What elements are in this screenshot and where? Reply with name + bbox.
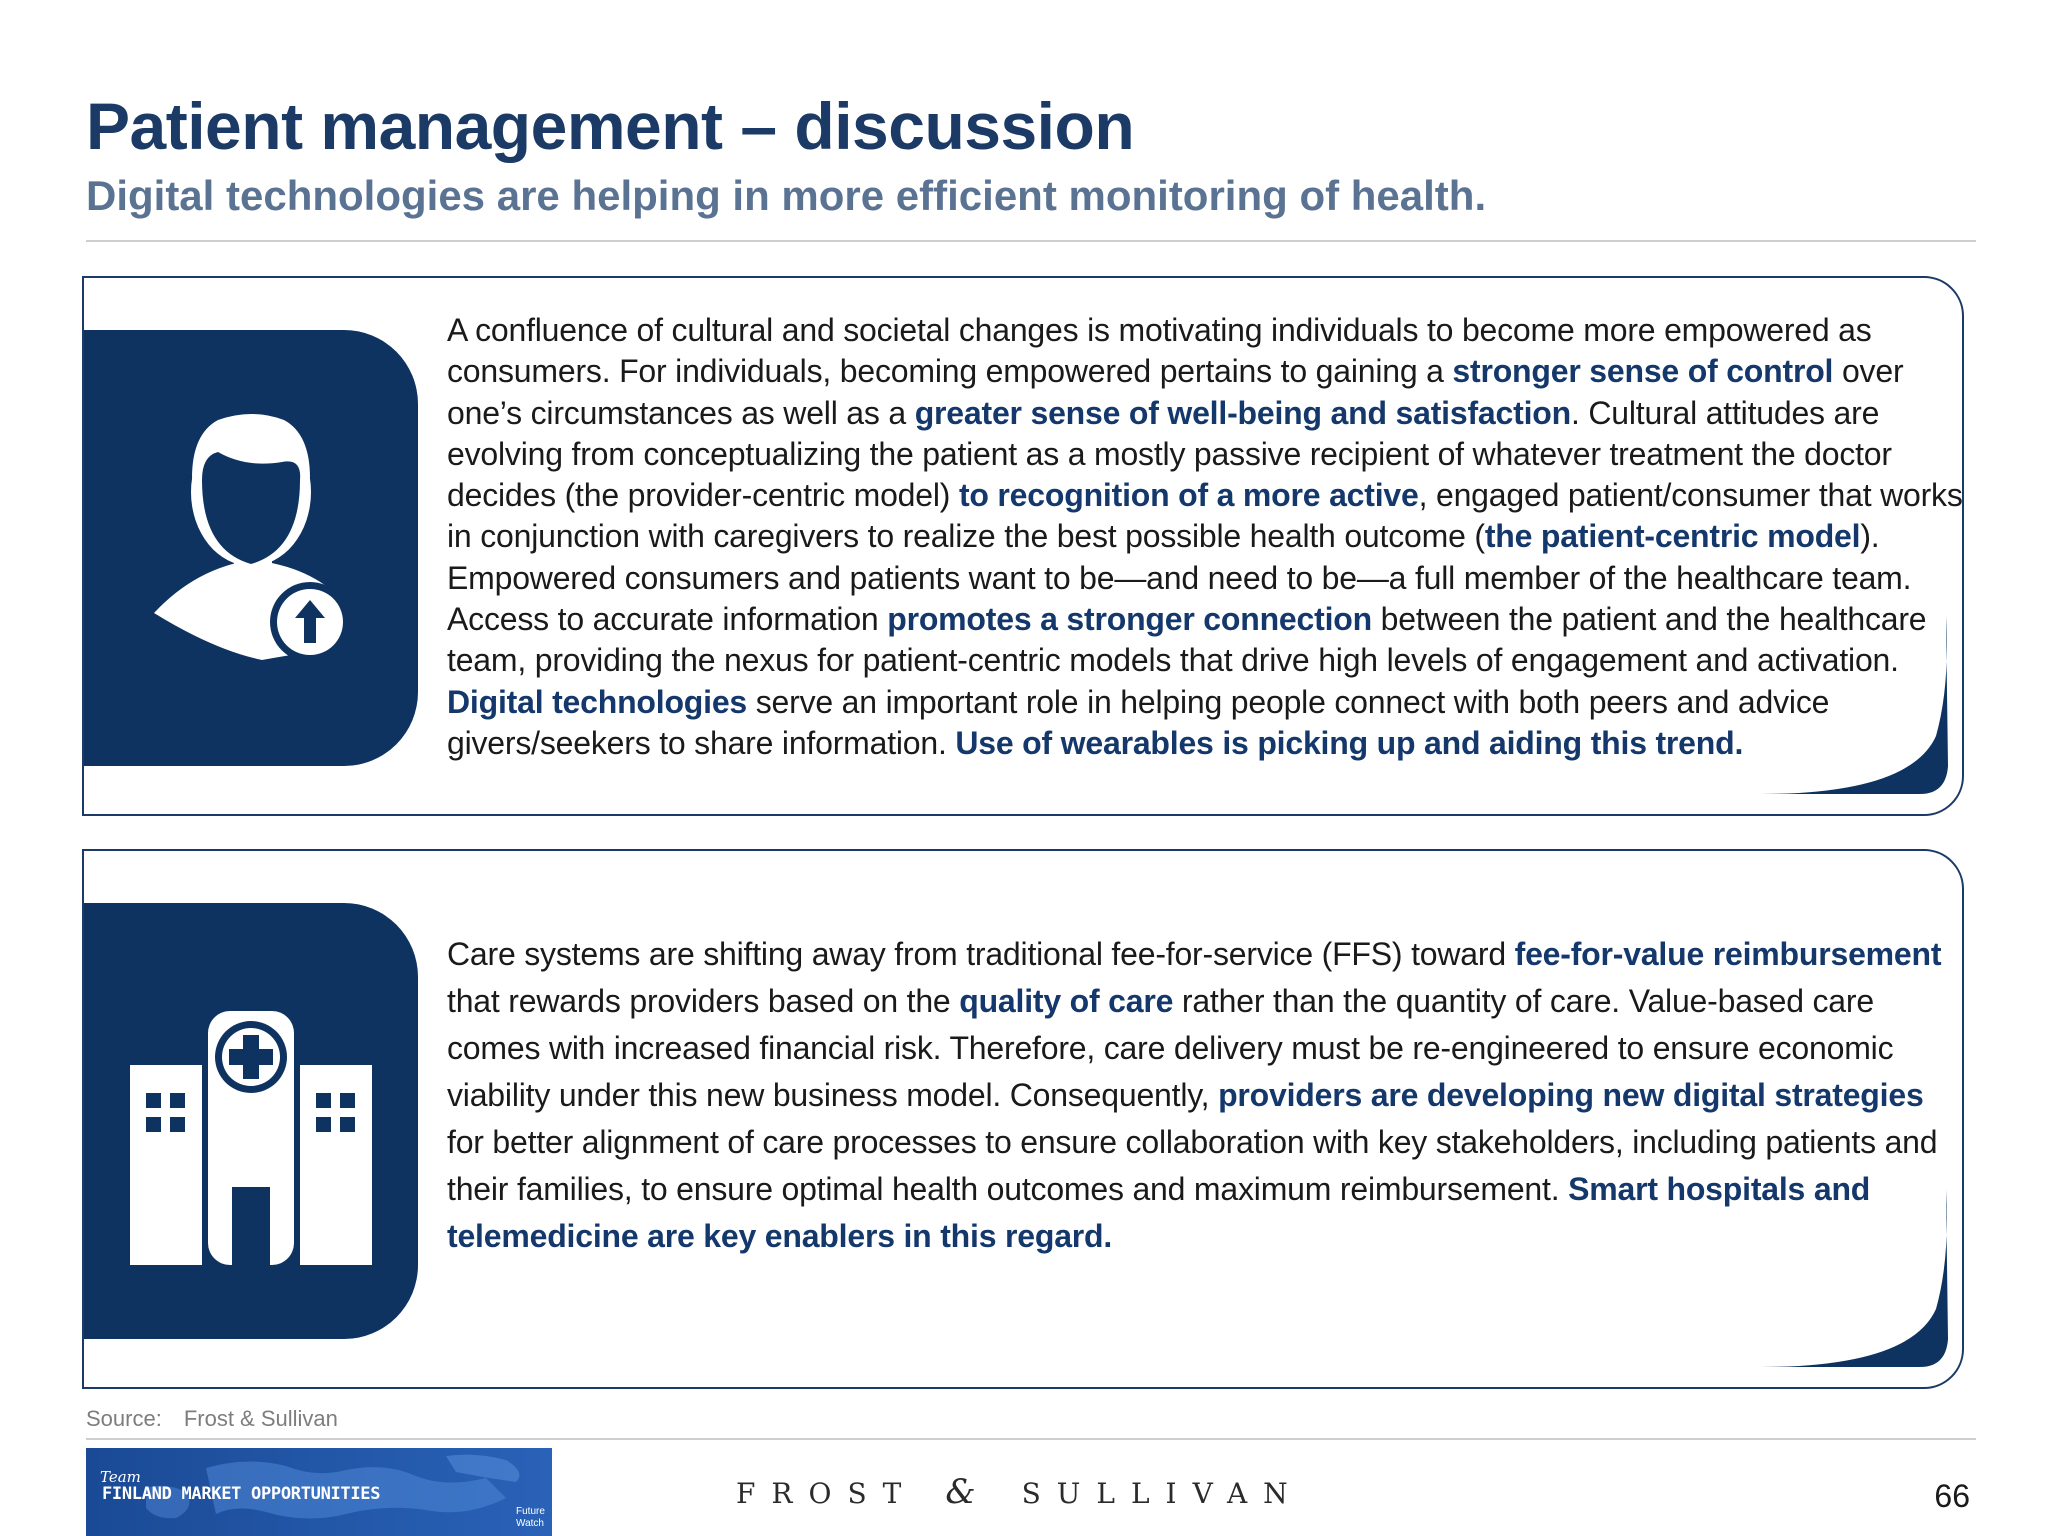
footer-divider [86, 1438, 1976, 1440]
highlight-segment: Smart hospitals and telemedicine are key enablers in this regard. [447, 1171, 1871, 1254]
page-title: Patient management – discussion [86, 89, 1135, 163]
text-segment: between the patient and the healthcare team, providing the nexus for patient-centric models that drive high levels of engagement and activation. [447, 601, 1927, 679]
highlight-segment: to recognition of a more active [958, 477, 1419, 514]
hospital-icon-tile [84, 903, 418, 1339]
banner-watch-label: Watch [516, 1518, 544, 1529]
care-systems-card [82, 849, 1964, 1389]
corner-swoosh-decoration [1760, 1189, 1950, 1369]
highlight-segment: stronger sense of control [1452, 353, 1834, 390]
text-segment: serve an important role in helping people connect with both peers and advice givers/seekers to share information. [447, 683, 1830, 761]
highlight-segment: greater sense of well-being and satisfaction [914, 394, 1571, 431]
brand-ampersand: & [945, 1472, 976, 1512]
source-note [86, 1406, 338, 1432]
page-number: 66 [1934, 1478, 1970, 1514]
text-segment: for better alignment of care processes to ensure collaboration with key stakeholders, including patients and their families, to ensure optimal health outcomes and maximum reimbursement. [447, 1124, 1938, 1207]
highlight-segment: Digital technologies [447, 683, 748, 720]
source-value: Frost & Sullivan [183, 1406, 338, 1431]
brand-frost: FROST [736, 1477, 918, 1510]
text-segment: A confluence of cultural and societal changes is motivating individuals to become more empowered as consumers. For individuals, becoming empowered pertains to gaining a [447, 312, 1872, 390]
highlight-segment: the patient-centric model [1484, 518, 1861, 555]
page-subtitle: Digital technologies are helping in more efficient monitoring of health. [86, 172, 1487, 219]
source-label: Source: [86, 1406, 162, 1431]
banner-team-label: Team [100, 1468, 141, 1486]
highlight-segment: Use of wearables is picking up and aiding this trend. [955, 724, 1744, 761]
patient-empowerment-text [447, 310, 1977, 764]
highlight-segment: quality of care [959, 983, 1174, 1019]
highlight-segment: promotes a stronger connection [887, 601, 1372, 638]
text-segment: , engaged patient/consumer that works in conjunction with caregivers to realize the best possible health outcome ( [447, 477, 1963, 555]
banner-future-label: Future [516, 1506, 545, 1517]
text-segment: . Cultural attitudes are evolving from conceptualizing the patient as a mostly passive recipient of whatever treatment the doctor decides (the provider-centric model) [447, 394, 1892, 514]
text-segment: ). Empowered consumers and patients want to be—and need to be—a full member of the healthcare team. Access to accurate information [447, 518, 1912, 638]
frost-sullivan-logo [736, 1472, 1304, 1512]
text-segment: that rewards providers based on the [447, 983, 960, 1019]
corner-swoosh-decoration [1760, 616, 1950, 796]
brand-sullivan: SULLIVAN [1021, 1477, 1304, 1510]
finland-market-banner [86, 1448, 552, 1536]
patient-empowerment-card [82, 276, 1964, 816]
text-segment: rather than the quantity of care. Value-based care comes with increased financial risk. Therefore, care delivery must be re-engineered to ensure economic viability under this new business model. Consequently, [447, 983, 1894, 1113]
hospital-icon [84, 903, 418, 1339]
patient-upload-icon [84, 330, 418, 766]
highlight-segment: providers are developing new digital strategies [1218, 1077, 1924, 1113]
banner-title: FINLAND MARKET OPPORTUNITIES [102, 1484, 381, 1504]
care-systems-text [447, 931, 1967, 1260]
text-segment: over one’s circumstances as well as a [447, 353, 1904, 431]
header-divider [86, 240, 1976, 242]
text-segment: Care systems are shifting away from traditional fee-for-service (FFS) toward [447, 936, 1515, 972]
patient-icon-tile [84, 330, 418, 766]
highlight-segment: fee-for-value reimbursement [1514, 936, 1942, 972]
